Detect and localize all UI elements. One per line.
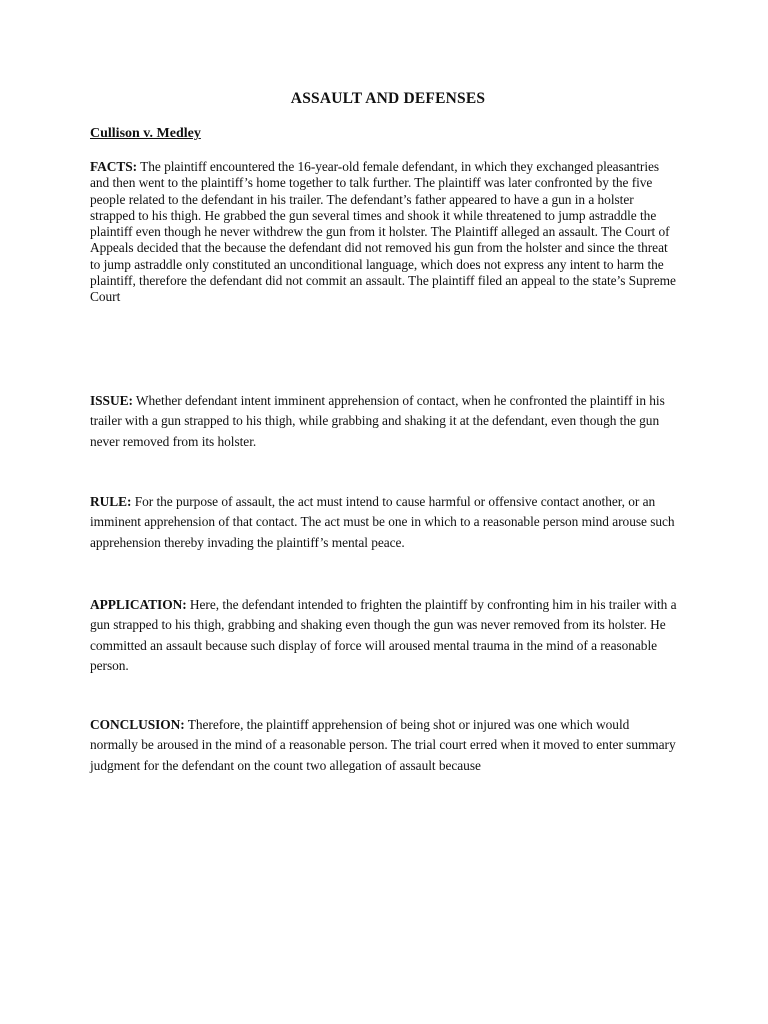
conclusion-text: Therefore, the plaintiff apprehension of being shot or injured was one which would normally be aroused in the mind of a reasonable person. The trial court erred when it moved to enter summary judgment for the defendant on the count two allegation of assault because <box>90 717 676 773</box>
rule-paragraph <box>90 492 680 553</box>
facts-paragraph <box>90 159 680 306</box>
document-title: ASSAULT AND DEFENSES <box>290 90 486 107</box>
application-paragraph <box>90 595 680 677</box>
facts-label: FACTS: <box>90 159 138 174</box>
issue-text: Whether defendant intent imminent apprehension of contact, when he confronted the plaintiff in his trailer with a gun strapped to his thigh, while grabbing and shaking it at the defendant, even though the gun never removed from its holster. <box>90 393 665 449</box>
issue-paragraph <box>90 391 680 452</box>
issue-label: ISSUE: <box>90 393 133 408</box>
rule-label: RULE: <box>90 494 132 509</box>
case-name: Cullison v. Medley <box>90 126 201 141</box>
application-text: Here, the defendant intended to frighten the plaintiff by confronting him in his trailer with a gun strapped to his thigh, grabbing and shaking even though the gun was never removed from its holster. He committed an assault because such display of force will aroused mental trauma in the mind of a reasonable person. <box>90 597 677 674</box>
facts-text: The plaintiff encountered the 16-year-old female defendant, in which they exchanged pleasantries and then went to the plaintiff’s home together to talk further. The plaintiff was later confronted by the five people related to the defendant in his trailer. The defendant’s father appeared to have a gun in a holster strapped to his thigh. He grabbed the gun several times and shook it while threatened to jump astraddle the plaintiff even though he never withdrew the gun from it holster. The Plaintiff alleged an assault. The Court of Appeals decided that the because the defendant did not removed his gun from the holster and since the threat to jump astraddle only constituted an unconditional language, which does not express any intent to harm the plaintiff, therefore the defendant did not commit an assault. The plaintiff filed an appeal to the state’s Supreme Court <box>90 159 676 305</box>
rule-text: For the purpose of assault, the act must intend to cause harmful or offensive contact another, or an imminent apprehension of that contact. The act must be one in which to a reasonable person mind arouse such apprehension thereby invading the plaintiff’s mental peace. <box>90 494 675 550</box>
conclusion-label: CONCLUSION: <box>90 717 185 732</box>
conclusion-paragraph <box>90 715 680 776</box>
application-label: APPLICATION: <box>90 597 187 612</box>
